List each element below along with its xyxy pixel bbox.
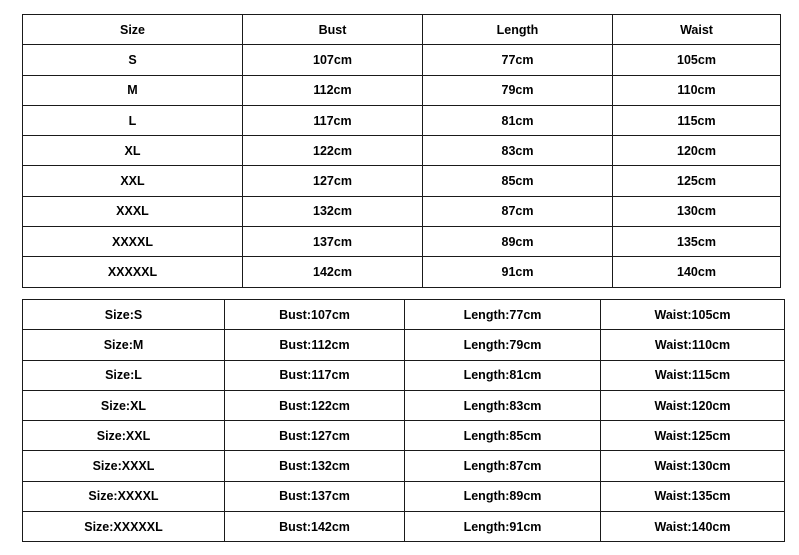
- length-cell: 85cm: [423, 166, 613, 196]
- length-cell: 77cm: [423, 45, 613, 75]
- header-size: Size: [23, 15, 243, 45]
- table-row: [23, 136, 781, 166]
- header-waist: Waist: [613, 15, 781, 45]
- length-cell: Length:83cm: [405, 390, 601, 420]
- header-length: Length: [423, 15, 613, 45]
- size-cell: XXXXXL: [23, 257, 243, 287]
- table-row: [23, 166, 781, 196]
- waist-cell: 105cm: [613, 45, 781, 75]
- waist-cell: 110cm: [613, 75, 781, 105]
- bust-cell: Bust:117cm: [225, 360, 405, 390]
- bust-cell: 117cm: [243, 105, 423, 135]
- length-cell: 89cm: [423, 227, 613, 257]
- length-cell: 87cm: [423, 196, 613, 226]
- bust-cell: Bust:127cm: [225, 421, 405, 451]
- bust-cell: 132cm: [243, 196, 423, 226]
- bust-cell: 112cm: [243, 75, 423, 105]
- size-chart-table-bottom: [22, 299, 785, 542]
- waist-cell: Waist:135cm: [601, 481, 785, 511]
- bust-cell: Bust:112cm: [225, 330, 405, 360]
- bust-cell: 107cm: [243, 45, 423, 75]
- bust-cell: 137cm: [243, 227, 423, 257]
- table-header-row: [23, 15, 781, 45]
- bust-cell: Bust:122cm: [225, 390, 405, 420]
- size-cell: Size:XL: [23, 390, 225, 420]
- waist-cell: 125cm: [613, 166, 781, 196]
- waist-cell: Waist:130cm: [601, 451, 785, 481]
- size-chart-table-top: [22, 14, 781, 288]
- table-row: [23, 330, 785, 360]
- size-cell: Size:XXXL: [23, 451, 225, 481]
- waist-cell: Waist:140cm: [601, 512, 785, 542]
- size-cell: XL: [23, 136, 243, 166]
- bust-cell: 122cm: [243, 136, 423, 166]
- size-cell: XXXL: [23, 196, 243, 226]
- length-cell: 79cm: [423, 75, 613, 105]
- size-cell: Size:L: [23, 360, 225, 390]
- size-cell: Size:XXXXL: [23, 481, 225, 511]
- table-row: [23, 257, 781, 287]
- header-bust: Bust: [243, 15, 423, 45]
- waist-cell: Waist:115cm: [601, 360, 785, 390]
- waist-cell: 140cm: [613, 257, 781, 287]
- bust-cell: 127cm: [243, 166, 423, 196]
- table-row: [23, 105, 781, 135]
- length-cell: Length:91cm: [405, 512, 601, 542]
- size-cell: Size:M: [23, 330, 225, 360]
- size-cell: XXL: [23, 166, 243, 196]
- table-row: [23, 421, 785, 451]
- waist-cell: 120cm: [613, 136, 781, 166]
- waist-cell: Waist:120cm: [601, 390, 785, 420]
- length-cell: 91cm: [423, 257, 613, 287]
- table-row: [23, 390, 785, 420]
- waist-cell: Waist:110cm: [601, 330, 785, 360]
- waist-cell: 115cm: [613, 105, 781, 135]
- bust-cell: Bust:107cm: [225, 300, 405, 330]
- table-row: [23, 75, 781, 105]
- size-cell: L: [23, 105, 243, 135]
- table-row: [23, 360, 785, 390]
- waist-cell: 130cm: [613, 196, 781, 226]
- length-cell: Length:87cm: [405, 451, 601, 481]
- waist-cell: Waist:105cm: [601, 300, 785, 330]
- length-cell: Length:85cm: [405, 421, 601, 451]
- length-cell: Length:79cm: [405, 330, 601, 360]
- table-row: [23, 512, 785, 542]
- size-cell: XXXXL: [23, 227, 243, 257]
- waist-cell: Waist:125cm: [601, 421, 785, 451]
- table-row: [23, 451, 785, 481]
- size-cell: M: [23, 75, 243, 105]
- table-row: [23, 45, 781, 75]
- size-cell: Size:S: [23, 300, 225, 330]
- table-row: [23, 481, 785, 511]
- length-cell: Length:77cm: [405, 300, 601, 330]
- length-cell: Length:89cm: [405, 481, 601, 511]
- table-row: [23, 196, 781, 226]
- table-row: [23, 300, 785, 330]
- bust-cell: 142cm: [243, 257, 423, 287]
- bust-cell: Bust:132cm: [225, 451, 405, 481]
- table-row: [23, 227, 781, 257]
- size-cell: Size:XXL: [23, 421, 225, 451]
- length-cell: 81cm: [423, 105, 613, 135]
- size-cell: S: [23, 45, 243, 75]
- length-cell: Length:81cm: [405, 360, 601, 390]
- waist-cell: 135cm: [613, 227, 781, 257]
- length-cell: 83cm: [423, 136, 613, 166]
- size-cell: Size:XXXXXL: [23, 512, 225, 542]
- bust-cell: Bust:142cm: [225, 512, 405, 542]
- bust-cell: Bust:137cm: [225, 481, 405, 511]
